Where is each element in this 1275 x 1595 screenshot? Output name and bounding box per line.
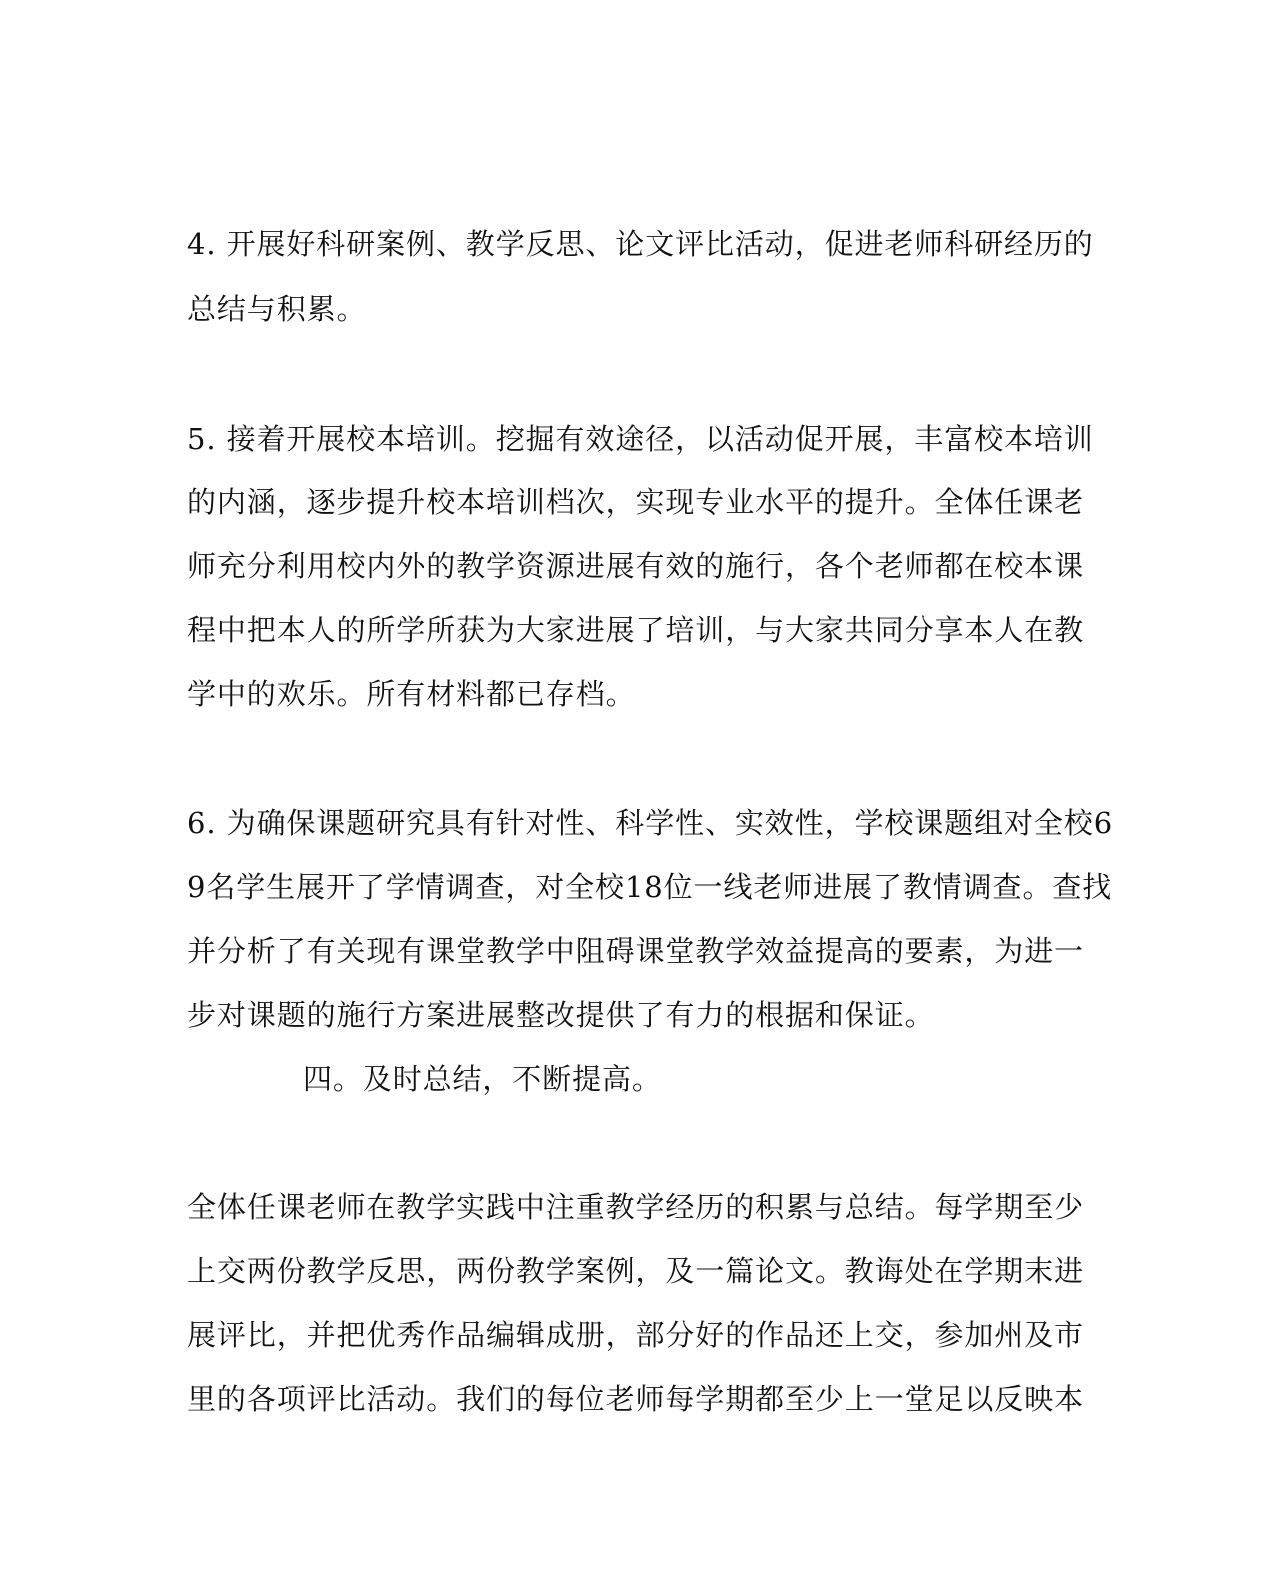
paragraph-5-line-5: 学中的欢乐。所有材料都已存档。 [187, 677, 636, 711]
summary-paragraph-line-2: 上交两份教学反思，两份教学案例，及一篇论文。教诲处在学期末进 [187, 1254, 1085, 1288]
summary-paragraph-line-1: 全体任课老师在教学实践中注重教学经历的积累与总结。每学期至少 [187, 1190, 1085, 1224]
paragraph-6-line-2: 9名学生展开了学情调查，对全校18位一线老师进展了教情调查。查找 [187, 870, 1113, 904]
paragraph-5-line-1: 5. 接着开展校本培训。挖掘有效途径，以活动促开展，丰富校本培训 [187, 422, 1094, 456]
paragraph-5-line-2: 的内涵，逐步提升校本培训档次，实现专业水平的提升。全体任课老 [187, 485, 1085, 519]
paragraph-6-line-4: 步对课题的施行方案进展整改提供了有力的根据和保证。 [187, 998, 935, 1032]
paragraph-4-line-2: 总结与积累。 [187, 292, 367, 326]
paragraph-5-line-4: 程中把本人的所学所获为大家进展了培训，与大家共同分享本人在教 [187, 613, 1085, 647]
summary-paragraph-line-4: 里的各项评比活动。我们的每位老师每学期都至少上一堂足以反映本 [187, 1382, 1085, 1416]
section-heading: 四。及时总结，不断提高。 [303, 1062, 662, 1096]
paragraph-6-line-1: 6. 为确保课题研究具有针对性、科学性、实效性，学校课题组对全校6 [187, 806, 1114, 840]
paragraph-6-line-3: 并分析了有关现有课堂教学中阻碍课堂教学效益提高的要素，为进一 [187, 934, 1085, 968]
paragraph-5-line-3: 师充分利用校内外的教学资源进展有效的施行，各个老师都在校本课 [187, 549, 1085, 583]
summary-paragraph-line-3: 展评比，并把优秀作品编辑成册，部分好的作品还上交，参加州及市 [187, 1318, 1085, 1352]
paragraph-4-line-1: 4. 开展好科研案例、教学反思、论文评比活动，促进老师科研经历的 [187, 227, 1094, 261]
